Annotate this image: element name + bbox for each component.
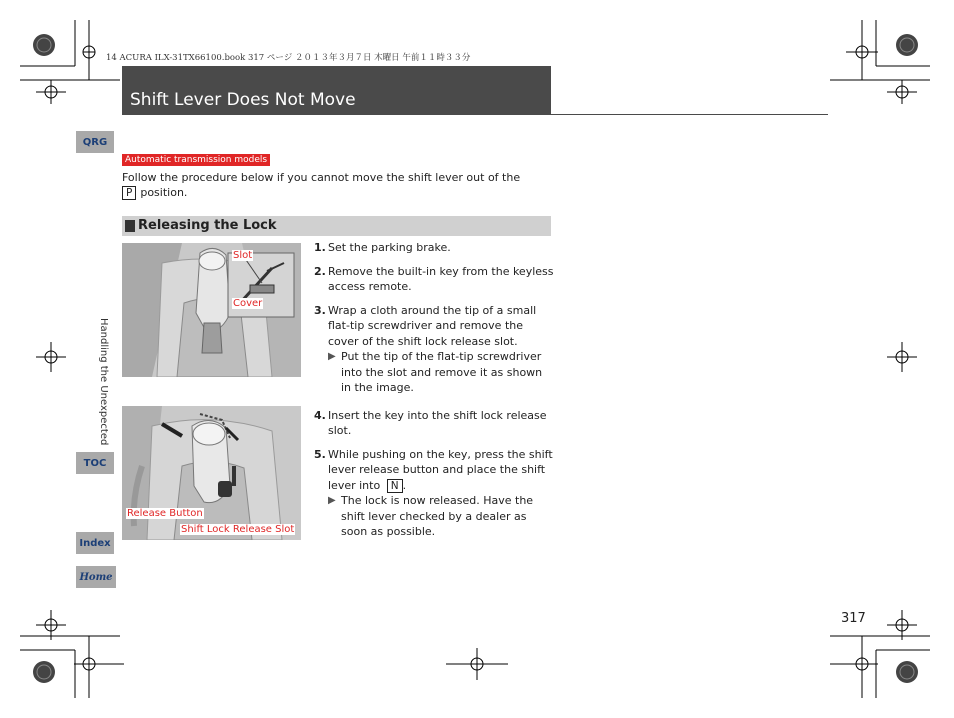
step-note: [328, 493, 554, 540]
step-text-end: .: [402, 478, 407, 492]
section-title: Releasing the Lock: [138, 218, 277, 233]
steps-list: [314, 240, 554, 548]
section-square-icon: [125, 220, 135, 232]
step-text: Insert the key into the shift lock release slot.: [328, 408, 547, 437]
step-number: 3.: [314, 303, 326, 317]
step-text: Wrap a cloth around the tip of a small flat-tip screwdriver and remove the cover of the shift lock release slot.: [328, 303, 537, 348]
callout-release-button: Release Button: [127, 508, 203, 519]
page-number: 317: [841, 611, 866, 626]
step-2: [314, 264, 554, 295]
step-number: 1.: [314, 241, 326, 254]
step-text: Remove the built-in key from the keyless access remote.: [328, 264, 554, 293]
shifter-illustration-2: [122, 406, 301, 540]
step-4: [314, 408, 554, 439]
step-text: While pushing on the key, press the shift lever release button and place the shift lever into: [328, 447, 553, 492]
step-number: 5.: [314, 447, 326, 461]
title-rule: [122, 114, 828, 115]
chapter-label: Handling the Unexpected: [98, 318, 109, 446]
intro-text-before: Follow the procedure below if you cannot move the shift lever out of the: [122, 171, 521, 184]
index-button[interactable]: Index: [76, 532, 114, 554]
shifter-illustration-1: [122, 243, 301, 377]
figure-insert-key: [122, 406, 301, 540]
step-text: Set the parking brake.: [328, 241, 451, 254]
callout-slot: Slot: [233, 250, 253, 261]
model-badge: Automatic transmission models: [122, 154, 270, 166]
step-1: [314, 240, 554, 256]
step-5: [314, 447, 554, 540]
qrg-button[interactable]: QRG: [76, 131, 114, 153]
step-number: 2.: [314, 264, 326, 278]
park-key-icon: P: [122, 186, 136, 200]
print-metadata: 14 ACURA ILX-31TX66100.book 317 ページ ２０１３年３月７日 木曜日 午前１１時３３分: [106, 53, 471, 63]
home-button[interactable]: Home: [76, 566, 116, 588]
neutral-key-icon: N: [387, 479, 403, 493]
intro-text-after: position.: [140, 186, 188, 199]
step-note: [328, 349, 554, 396]
arrow-right-icon: ▶: [328, 351, 336, 362]
step-number: 4.: [314, 408, 326, 422]
callout-cover: Cover: [233, 298, 263, 309]
step-3: [314, 303, 554, 396]
step-note-text: Put the tip of the flat-tip screwdriver into the slot and remove it as shown in the image.: [341, 350, 543, 394]
step-note-text: The lock is now released. Have the shift lever checked by a dealer as soon as possible.: [341, 494, 534, 538]
page-title: Shift Lever Does Not Move: [130, 90, 356, 110]
arrow-right-icon: ▶: [328, 495, 336, 506]
intro-text: [122, 170, 522, 200]
toc-button[interactable]: TOC: [76, 452, 114, 474]
section-header: [122, 216, 551, 236]
callout-shift-lock-slot: Shift Lock Release Slot: [181, 524, 295, 535]
figure-remove-cover: [122, 243, 301, 377]
